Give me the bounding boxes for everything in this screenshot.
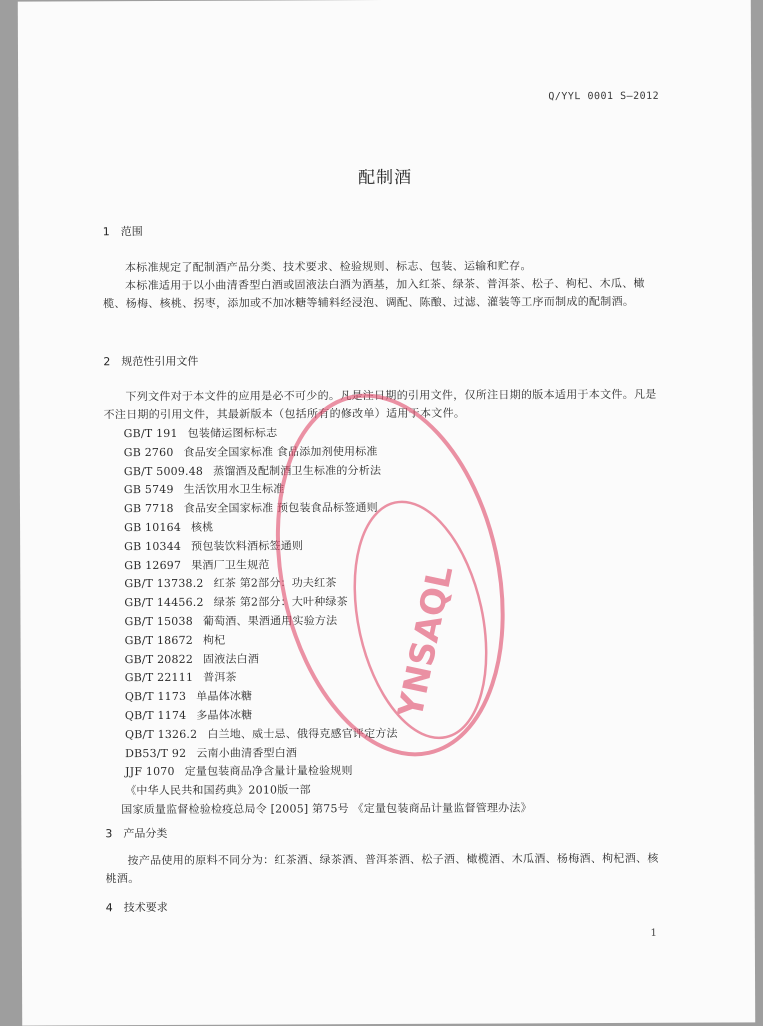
list-item — [124, 442, 531, 463]
reference-title: 多晶体冰糖 — [196, 708, 253, 722]
section-number: 4 — [105, 901, 113, 915]
list-item — [125, 781, 532, 802]
reference-code: GB/T 191 — [123, 426, 178, 441]
list-item — [125, 687, 532, 708]
reference-title: 蒸馏酒及配制酒卫生标准的分析法 — [213, 463, 382, 478]
reference-title: 《中华人民共和国药典》2010版一部 — [125, 783, 311, 798]
reference-title: 云南小曲清香型白酒 — [196, 745, 298, 760]
reference-list — [121, 423, 532, 820]
reference-title: 定量包装商品净含量计量检验规则 — [184, 764, 353, 779]
list-item — [124, 536, 531, 557]
section-heading-scope — [103, 223, 143, 239]
section-number: 3 — [105, 827, 113, 841]
reference-code: GB/T 5009.48 — [123, 464, 204, 478]
document-page — [18, 0, 755, 1026]
reference-title: 白兰地、威士忌、俄得克感官评定方法 — [207, 726, 398, 741]
page-title: 配制酒 — [357, 167, 413, 189]
reference-code: QB/T 1173 — [124, 690, 187, 704]
reference-code: GB/T 15038 — [124, 614, 193, 629]
reference-code: GB 10344 — [124, 539, 182, 553]
list-item — [125, 668, 532, 689]
list-item — [124, 423, 531, 444]
reference-code: GB/T 18672 — [124, 633, 193, 647]
list-item — [125, 705, 532, 726]
reference-code: GB/T 13738.2 — [124, 577, 204, 591]
paragraph: 本标准规定了配制酒产品分类、技术要求、检验规则、标志、包装、运输和贮存。 — [124, 259, 532, 275]
reference-title: 葡萄酒、果酒通用实验方法 — [202, 614, 338, 628]
list-item — [125, 630, 532, 651]
reference-title: 固液法白酒 — [203, 652, 260, 666]
reference-title: 核桃 — [191, 520, 214, 534]
standard-code: Q/YYL 0001 S—2012 — [548, 90, 660, 103]
section-number: 1 — [102, 225, 110, 239]
section-heading-normative-references — [103, 353, 198, 369]
paragraph: 下列文件对于本文件的应用是必不可少的。凡是注日期的引用文件，仅所注日期的版本适用于本文件。凡是不注日期的引用文件，其最新版本（包括所有的修改单）适用于本文件。 — [103, 387, 657, 422]
reference-title: 食品安全国家标准 预包装食品标签通则 — [183, 501, 378, 516]
list-item — [125, 649, 532, 670]
reference-title: 食品安全国家标准 食品添加剂使用标准 — [183, 444, 378, 459]
section-number: 2 — [103, 355, 111, 369]
reference-title: 预包装饮料酒标签通则 — [191, 539, 304, 553]
section-title: 产品分类 — [123, 826, 168, 841]
section-heading-product-classification — [105, 825, 167, 841]
list-item — [125, 743, 532, 764]
list-item — [124, 611, 531, 632]
reference-title: 果酒厂卫生规范 — [191, 558, 270, 572]
reference-title: 绿茶 第2部分：大叶种绿茶 — [213, 595, 348, 609]
section-title: 技术要求 — [123, 900, 168, 915]
list-item — [125, 724, 532, 745]
reference-code: DB53/T 92 — [125, 746, 187, 760]
section-title: 规范性引用文件 — [121, 354, 199, 369]
reference-title: 单晶体冰糖 — [196, 689, 253, 703]
reference-code: GB 12697 — [124, 558, 182, 572]
list-item — [124, 480, 531, 501]
section-heading-technical-requirements — [106, 899, 168, 915]
reference-title: 枸杞 — [202, 633, 226, 647]
reference-title: 红茶 第2部分：功夫红茶 — [213, 576, 337, 591]
seal-latin-text: YNSAQL — [390, 562, 462, 722]
list-item — [124, 593, 531, 614]
reference-code: GB/T 22111 — [124, 671, 194, 685]
reference-code: GB 2760 — [123, 445, 174, 459]
paragraph: 按产品使用的原料不同分为：红茶酒、绿茶酒、普洱茶酒、松子酒、橄榄酒、木瓜酒、杨梅酒、枸杞酒、核桃酒。 — [105, 851, 659, 886]
list-item — [124, 555, 531, 576]
section-title: 范围 — [120, 225, 143, 239]
list-item — [124, 517, 531, 538]
list-item — [124, 499, 531, 520]
list-item — [121, 799, 532, 820]
paragraph: 本标准适用于以小曲清香型白酒或固液法白酒为酒基，加入红茶、绿茶、普洱茶、松子、枸杞、木瓜、橄榄、杨梅、核桃、拐枣，添加或不加冰糖等辅料经浸泡、调配、陈酿、过滤、灌装等工序而制成的配制酒。 — [103, 276, 645, 311]
reference-code: QB/T 1174 — [124, 708, 187, 723]
reference-title: 国家质量监督检验检疫总局令 [2005] 第75号 《定量包装商品计量监督管理办法》 — [121, 801, 532, 817]
reference-code: GB/T 20822 — [124, 652, 194, 666]
reference-code: QB/T 1326.2 — [124, 727, 198, 741]
page-number: 1 — [650, 927, 657, 939]
list-item — [124, 461, 531, 482]
reference-code: GB/T 14456.2 — [124, 595, 204, 610]
reference-code: GB 5749 — [123, 483, 174, 497]
reference-code: JJF 1070 — [125, 765, 175, 779]
reference-code: GB 10164 — [124, 520, 182, 535]
reference-title: 包装储运图标标志 — [187, 426, 278, 440]
reference-title: 生活饮用水卫生标准 — [183, 482, 285, 497]
list-item — [124, 574, 531, 595]
list-item — [125, 762, 532, 783]
reference-code: GB 7718 — [123, 502, 174, 516]
reference-title: 普洱茶 — [203, 671, 237, 685]
